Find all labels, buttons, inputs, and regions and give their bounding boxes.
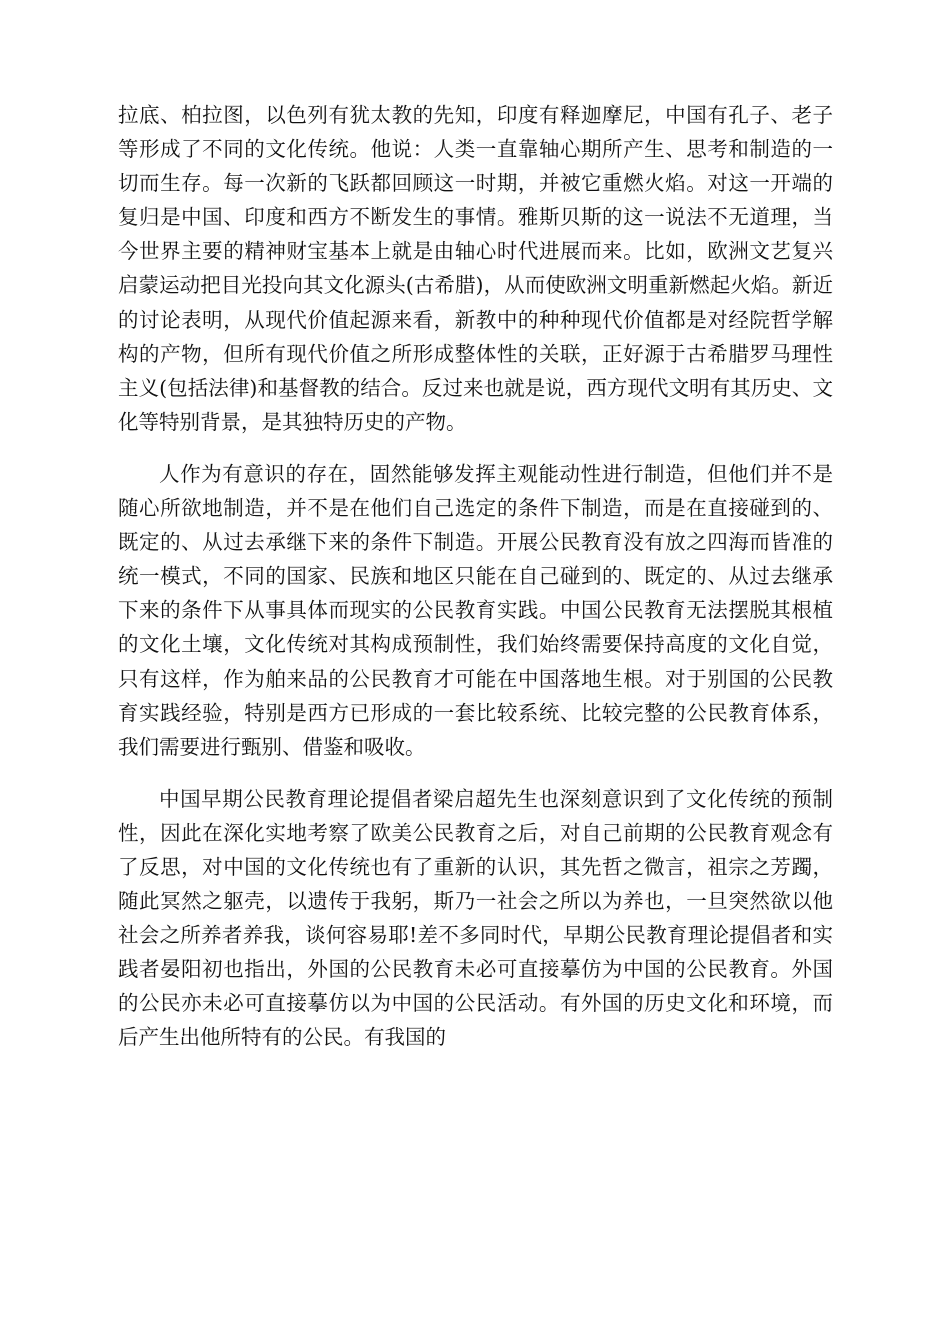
document-page (118, 98, 833, 1055)
paragraph-liang-qichao: 中国早期公民教育理论提倡者梁启超先生也深刻意识到了文化传统的预制性，因此在深化实地考察了欧美公民教育之后，对自己前期的公民教育观念有了反思，对中国的文化传统也有了重新的认识，其先哲之微言，祖宗之芳躅，随此冥然之躯壳，以遗传于我躬，斯乃一社会之所以为养也，一旦突然欲以他社会之所养者养我，谈何容易耶!差不多同时代，早期公民教育理论提倡者和实践者晏阳初也指出，外国的公民教育未必可直接摹仿为中国的公民教育。外国的公民亦未必可直接摹仿以为中国的公民活动。有外国的历史文化和环境，而后产生出他所特有的公民。有我国的 (118, 786, 833, 1050)
paragraph-axial-age: 拉底、柏拉图，以色列有犹太教的先知，印度有释迦摩尼，中国有孔子、老子等形成了不同的文化传统。他说：人类一直靠轴心期所产生、思考和制造的一切而生存。每一次新的飞跃都回顾这一时期，并被它重燃火焰。对这一开端的复归是中国、印度和西方不断发生的事情。雅斯贝斯的这一说法不无道理，当今世界主要的精神财宝基本上就是由轴心时代进展而来。比如，欧洲文艺复兴启蒙运动把目光投向其文化源头(古希腊)，从而使欧洲文明重新燃起火焰。新近的讨论表明，从现代价值起源来看，新教中的种种现代价值都是对经院哲学解构的产物，但所有现代价值之所形成整体性的关联，正好源于古希腊罗马理性主义(包括法律)和基督教的结合。反过来也就是说，西方现代文明有其历史、文化等特别背景，是其独特历史的产物。 (118, 103, 833, 434)
paragraph-civic-education-conditions: 人作为有意识的存在，固然能够发挥主观能动性进行制造，但他们并不是随心所欲地制造，并不是在他们自己选定的条件下制造，而是在直接碰到的、既定的、从过去承继下来的条件下制造。开展公民教育没有放之四海而皆准的统一模式，不同的国家、民族和地区只能在自己碰到的、既定的、从过去继承下来的条件下从事具体而现实的公民教育实践。中国公民教育无法摆脱其根植的文化土壤，文化传统对其构成预制性，我们始终需要保持高度的文化自觉，只有这样，作为舶来品的公民教育才可能在中国落地生根。对于别国的公民教育实践经验，特别是西方已形成的一套比较系统、比较完整的公民教育体系，我们需要进行甄别、借鉴和吸收。 (118, 461, 833, 759)
